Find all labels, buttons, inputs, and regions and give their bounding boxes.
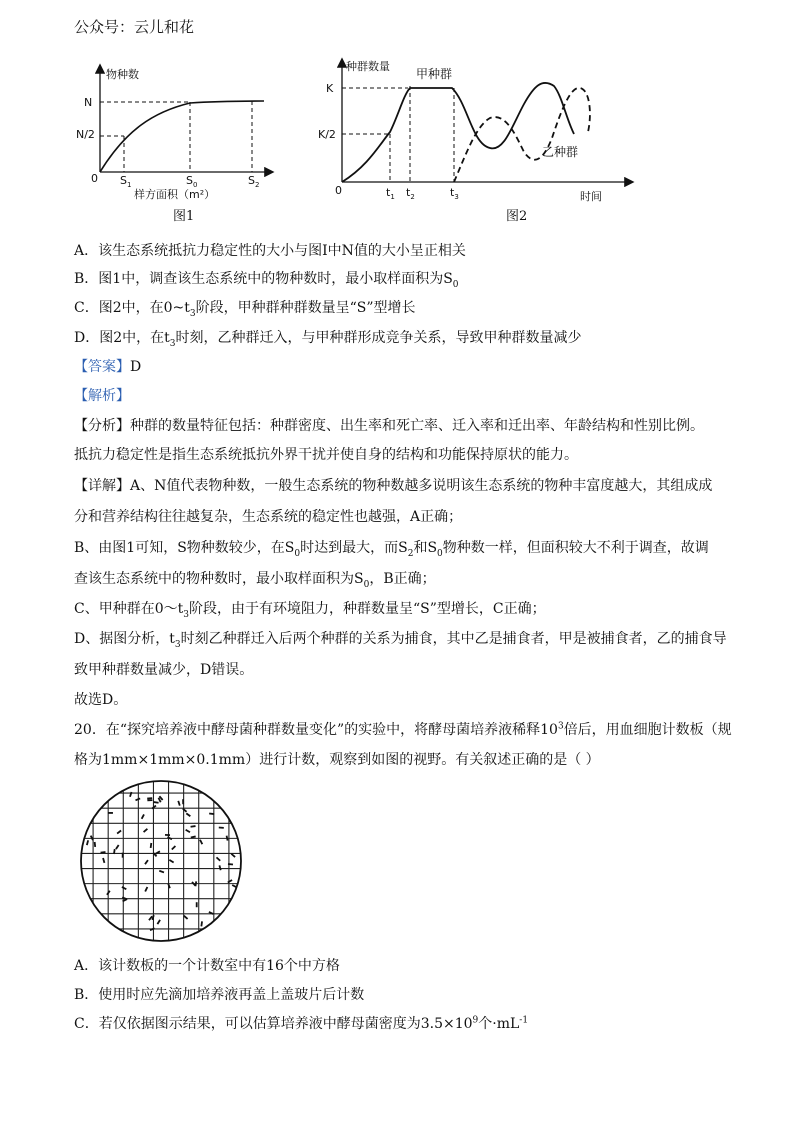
q19-answer: 【答案】D: [74, 359, 142, 375]
fig1-tick-s2: $S_2$: [248, 174, 260, 189]
fig1-curve: [100, 101, 264, 172]
yeast-cell-mark: [177, 801, 180, 806]
yeast-cell-mark: [108, 812, 113, 814]
q20-option-b: B．使用时应先滴加培养液再盖上盖玻片后计数: [74, 987, 365, 1003]
yeast-cell-mark: [154, 801, 159, 803]
q19-xiangjie-6: D、据图分析，$t_3$时刻乙种群迁入后两个种群的关系为捕食，其中乙是捕食者，甲是被捕食者，乙的捕食导: [74, 631, 727, 650]
yeast-cell-mark: [165, 834, 170, 836]
yeast-cell-mark: [99, 798, 104, 802]
q19-xiangjie-7: 致甲种群数量减少，D错误。: [74, 662, 254, 678]
yeast-cell-mark: [159, 870, 164, 873]
page-header: 公众号：云儿和花: [74, 18, 195, 36]
figure-2-population-chart: [318, 56, 638, 206]
yeast-cell-mark: [224, 922, 229, 926]
fig1-tick-n: N: [84, 96, 93, 109]
yeast-cell-mark: [144, 860, 148, 865]
yeast-cell-mark: [219, 827, 224, 829]
fig2-tick-k-half: K/2: [318, 128, 336, 141]
yeast-cell-mark: [150, 928, 155, 931]
yeast-cell-mark: [117, 830, 122, 834]
yeast-cell-mark: [216, 857, 221, 862]
q20-option-c: C．若仅依据图示结果，可以估算培养液中酵母菌密度为$3.5\times 10^9$个$\cdot mL^{-1}$: [74, 1015, 529, 1032]
q19-xiangjie-3: B、由图1可知，S物种数较少，在$S_0$时达到最大，而$S_2$和$S_0$物种数一样，但面积较大不利于调查，故调: [74, 540, 709, 559]
fig2-x-label: 时间: [580, 190, 602, 203]
yeast-cell-mark: [196, 902, 198, 907]
q19-xiangjie-2: 分和营养结构往往越复杂，生态系统的稳定性也越强，A正确；: [74, 509, 463, 525]
yeast-cell-mark: [115, 844, 119, 849]
fig2-tick-t3: $t_3$: [450, 186, 459, 201]
fig1-tick-s0: $S_0$: [186, 174, 198, 189]
yeast-cell-mark: [150, 843, 152, 848]
fig2-series-b-label: 乙种群: [542, 145, 579, 159]
q19-conclusion: 故选D。: [74, 692, 128, 708]
fig1-tick-n-half: N/2: [76, 128, 95, 141]
yeast-cell-mark: [185, 829, 190, 833]
fig1-y-label: 物种数: [106, 68, 139, 81]
yeast-cell-mark: [90, 923, 95, 925]
figure-2-caption: 图2: [506, 209, 528, 224]
yeast-cell-mark: [94, 842, 96, 847]
q19-analysis-heading: 【解析】: [74, 388, 130, 404]
yeast-cell-mark: [147, 797, 152, 799]
fig2-series-b-curve: [454, 88, 590, 182]
yeast-cell-mark: [200, 921, 202, 926]
yeast-cell-mark: [190, 825, 195, 827]
fig2-series-a-curve: [342, 83, 574, 182]
fig1-tick-s1: $S_1$: [120, 174, 132, 189]
fig1-origin: 0: [91, 172, 98, 185]
yeast-cell-mark: [199, 839, 203, 844]
fig2-series-a-label: 甲种群: [416, 67, 453, 81]
figure-1-species-area-chart: [78, 60, 278, 210]
hemocytometer-view-figure: [78, 778, 244, 944]
fig2-origin: 0: [335, 184, 342, 197]
yeast-cell-mark: [169, 859, 174, 863]
yeast-cell-mark: [144, 887, 148, 892]
figure-1-caption: 图1: [173, 209, 195, 224]
q19-option-a: A．该生态系统抵抗力稳定性的大小与图Ⅰ中N值的大小呈正相关: [74, 243, 466, 259]
yeast-cell-mark: [186, 813, 191, 817]
q20-option-a: A．该计数板的一个计数室中有16个中方格: [74, 958, 340, 974]
q19-xiangjie-4: 查该生态系统中的物种数时，最小取样面积为$S_0$，B正确；: [74, 571, 436, 590]
yeast-cell-mark: [143, 828, 148, 833]
yeast-cell-mark: [171, 845, 176, 850]
q20-stem-2: 格为1mm×1mm×0.1mm）进行计数，观察到如图的视野。有关叙述正确的是（ ）: [74, 752, 600, 768]
yeast-cell-mark: [122, 853, 124, 858]
q20-stem-1: 20．在“探究培养液中酵母菌种群数量变化”的实验中，将酵母菌培养液稀释$10^3$倍后，用血细胞计数板（规: [74, 721, 732, 738]
q19-fenxi-1: 【分析】种群的数量特征包括：种群密度、出生率和死亡率、迁入率和迁出率、年龄结构和性别比例。: [74, 418, 704, 434]
q19-option-b: B．图1中，调查该生态系统中的物种数时，最小取样面积为$S_0$: [74, 271, 459, 290]
yeast-cell-mark: [141, 814, 145, 819]
yeast-cell-mark: [87, 898, 90, 903]
yeast-cell-mark: [167, 836, 172, 840]
yeast-cell-mark: [86, 840, 89, 845]
fig2-tick-t1: $t_1$: [386, 186, 395, 201]
fig1-x-label: 样方面积（m²）: [134, 188, 216, 201]
yeast-cell-mark: [182, 799, 184, 804]
yeast-cell-mark: [147, 799, 152, 801]
yeast-cell-mark: [102, 858, 105, 863]
fig2-tick-k: K: [326, 82, 334, 95]
q19-fenxi-2: 抵抗力稳定性是指生态系统抵抗外界干扰并使自身的结构和功能保持原状的能力。: [74, 447, 578, 463]
grid-lines: [78, 778, 244, 944]
fig2-tick-t2: $t_2$: [406, 186, 415, 201]
q19-option-c: C．图2中，在$0\sim t_3$阶段，甲种群种群数量呈“S”型增长: [74, 300, 416, 319]
microscope-field-circle: [81, 781, 241, 941]
q19-xiangjie-5: C、甲种群在$0\sim t_3$阶段，由于有环境阻力，种群数量呈“S”型增长，C正确；: [74, 601, 546, 620]
yeast-cell-mark: [157, 919, 161, 924]
fig2-y-label: 种群数量: [346, 60, 390, 73]
q19-option-d: D．图2中，在$t_3$时刻，乙种群迁入，与甲种群形成竞争关系，导致甲种群数量减少: [74, 330, 582, 349]
yeast-cell-mark: [98, 791, 100, 796]
yeast-cell-mark: [96, 916, 99, 921]
yeast-cell-mark: [219, 865, 222, 870]
yeast-cell-mark: [98, 923, 103, 928]
yeast-cell-mark: [121, 886, 126, 890]
q19-xiangjie-1: 【详解】A、N值代表物种数，一般生态系统的物种数越多说明该生态系统的物种丰富度越大，其组成成: [74, 478, 713, 494]
yeast-cell-mark: [227, 879, 232, 883]
